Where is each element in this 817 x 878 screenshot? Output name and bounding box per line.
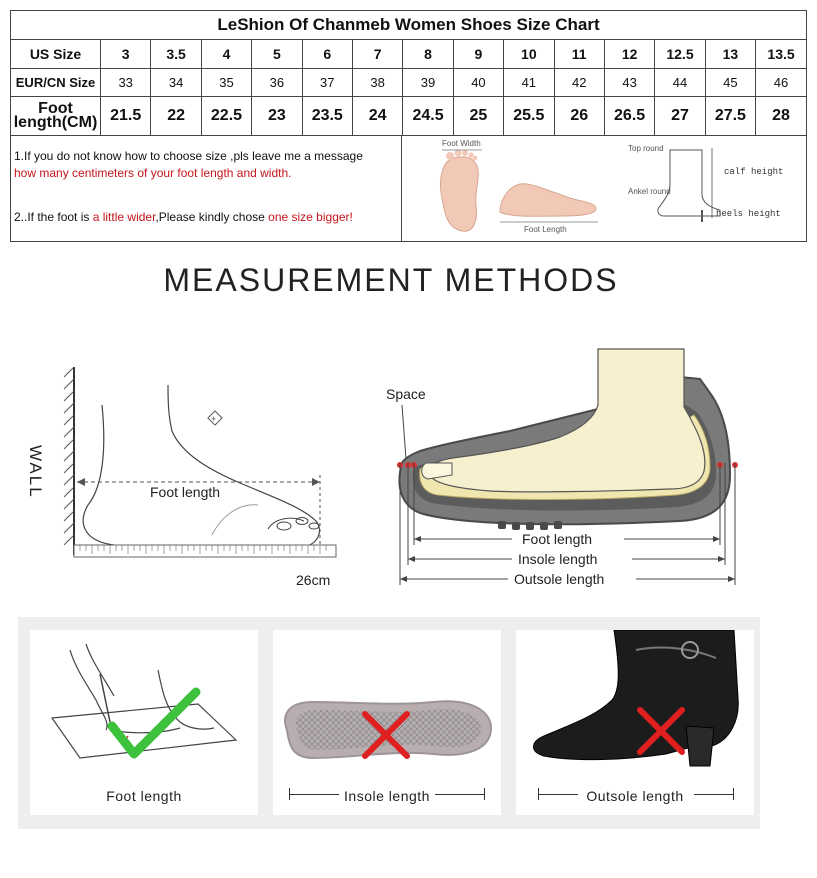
table-cell: 22.5 <box>201 97 251 136</box>
outsole-length-label: Outsole length <box>514 571 605 587</box>
table-cell: 24 <box>352 97 402 136</box>
fig-calf-height: calf height <box>724 167 784 177</box>
note-2 <box>14 210 353 224</box>
check-mark <box>112 692 196 754</box>
table-cell: 12.5 <box>655 40 705 69</box>
shoe-foot-length-label: Foot length <box>522 531 593 547</box>
note-2-part: 2..If the foot is <box>14 210 93 224</box>
note-1 <box>14 148 363 182</box>
size-chart <box>10 10 807 242</box>
table-cell: 4 <box>201 40 251 69</box>
note-2-highlight: one size bigger! <box>268 210 353 224</box>
tracing-foot-illustration <box>30 630 258 780</box>
row-label: US Size <box>11 40 101 69</box>
table-cell: 41 <box>504 69 554 97</box>
table-cell: 45 <box>705 69 755 97</box>
ruler-value: 26cm <box>296 572 331 588</box>
ankle-boot-illustration <box>516 630 754 780</box>
table-cell: 23.5 <box>302 97 352 136</box>
row-label: EUR/CN Size <box>11 69 101 97</box>
fig-heels-height: heels height <box>716 209 781 219</box>
fig-top-round: Top round <box>628 144 664 153</box>
note-1-line-1: 1.If you do not know how to choose size ,pls leave me a message <box>14 149 363 163</box>
crosshair-icon: + <box>211 414 217 424</box>
foot-side-illustration <box>500 184 598 234</box>
table-cell: 26.5 <box>604 97 654 136</box>
table-cell: 12 <box>604 40 654 69</box>
table-cell: 34 <box>151 69 201 97</box>
table-cell: 7 <box>352 40 402 69</box>
table-cell: 26 <box>554 97 604 136</box>
table-cell: 10 <box>504 40 554 69</box>
table-cell: 25 <box>453 97 503 136</box>
table-cell: 36 <box>252 69 302 97</box>
insole-length-label: Insole length <box>518 551 598 567</box>
table-cell: 22 <box>151 97 201 136</box>
row-label-line2: length(CM) <box>13 114 98 131</box>
table-cell: 8 <box>403 40 453 69</box>
chart-title: LeShion Of Chanmeb Women Shoes Size Chart <box>11 11 806 40</box>
table-cell: 27.5 <box>705 97 755 136</box>
table-cell: 35 <box>201 69 251 97</box>
table-cell: 6 <box>302 40 352 69</box>
table-cell: 21.5 <box>101 97 151 136</box>
table-cell: 46 <box>756 69 806 97</box>
table-cell: 13.5 <box>756 40 806 69</box>
panel-label: Foot length <box>106 788 182 804</box>
insole-illustration <box>273 630 501 780</box>
table-cell: 38 <box>352 69 402 97</box>
foot-length-row <box>11 97 806 136</box>
table-cell: 25.5 <box>504 97 554 136</box>
table-cell: 42 <box>554 69 604 97</box>
table-cell: 3.5 <box>151 40 201 69</box>
space-label: Space <box>386 386 426 402</box>
eur-size-row <box>11 69 806 97</box>
panel-outsole-length <box>516 630 754 815</box>
chart-notes <box>11 136 806 241</box>
panel-insole-length <box>273 630 501 815</box>
note-2-part: ,Please kindly chose <box>155 210 269 224</box>
fig-ankel-round: Ankel round <box>628 187 671 196</box>
panel-foot-length <box>30 630 258 815</box>
us-size-row <box>11 40 806 69</box>
table-cell: 5 <box>252 40 302 69</box>
notes-figures <box>402 136 806 241</box>
notes-text-block <box>11 136 402 241</box>
measure-figures-svg <box>402 136 806 241</box>
table-cell: 43 <box>604 69 654 97</box>
fig-foot-width: Foot Width <box>442 139 481 148</box>
table-cell: 27 <box>655 97 705 136</box>
table-cell: 11 <box>554 40 604 69</box>
shoe-cross-section-diagram <box>380 335 750 595</box>
note-1-line-2: how many centimeters of your foot length and width. <box>14 166 292 180</box>
table-cell: 28 <box>756 97 806 136</box>
table-cell: 24.5 <box>403 97 453 136</box>
foot-sole-illustration <box>441 139 483 231</box>
size-table <box>11 40 806 136</box>
row-label-line1: Foot <box>38 100 73 117</box>
wall-label: WALL <box>26 445 45 499</box>
table-cell: 13 <box>705 40 755 69</box>
table-cell: 3 <box>101 40 151 69</box>
row-label <box>11 97 101 136</box>
table-cell: 40 <box>453 69 503 97</box>
foot-length-label: Foot length <box>150 484 221 500</box>
boot-diagram <box>628 144 783 222</box>
fig-foot-length: Foot Length <box>524 225 567 234</box>
table-cell: 39 <box>403 69 453 97</box>
table-cell: 23 <box>252 97 302 136</box>
table-cell: 44 <box>655 69 705 97</box>
table-cell: 9 <box>453 40 503 69</box>
measurement-methods-title: MEASUREMENT METHODS <box>163 262 619 298</box>
foot-against-wall-diagram <box>22 345 367 595</box>
table-cell: 37 <box>302 69 352 97</box>
panel-label: Insole length <box>344 788 430 804</box>
panel-label: Outsole length <box>586 788 684 804</box>
note-2-highlight: a little wider <box>92 210 156 224</box>
table-cell: 33 <box>101 69 151 97</box>
